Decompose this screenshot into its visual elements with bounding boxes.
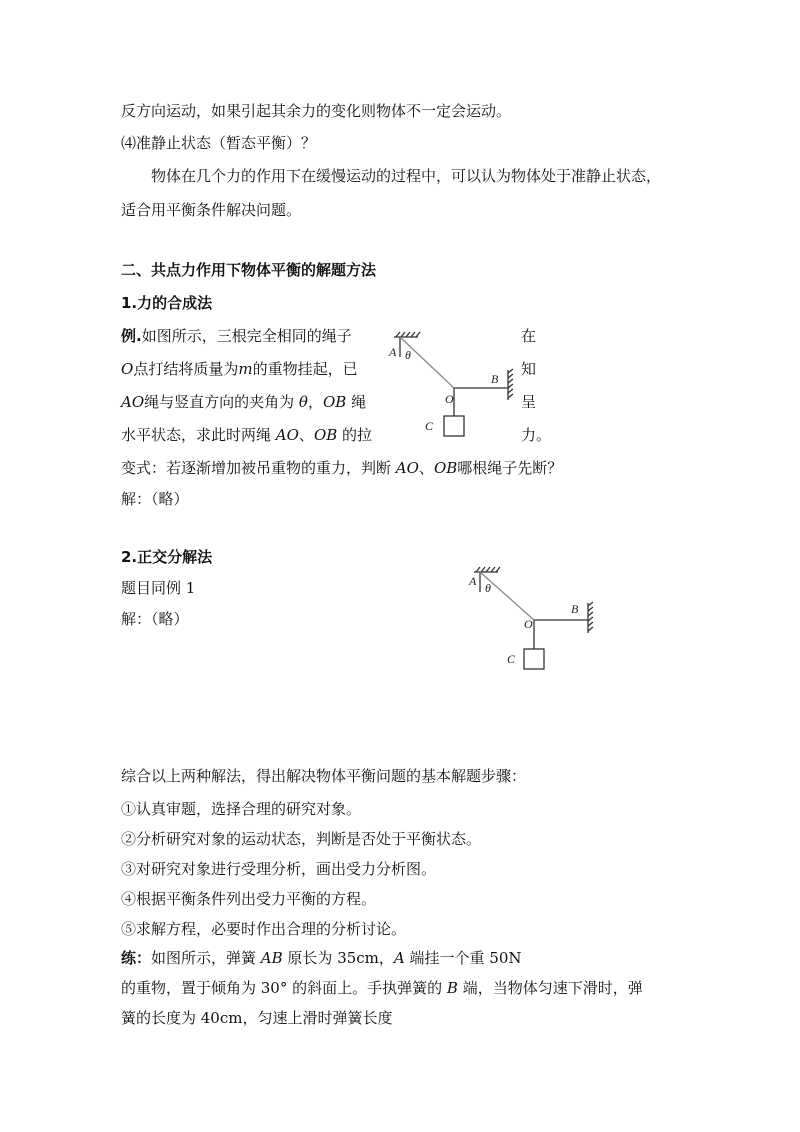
step-2: ②分析研究对象的运动状态，判断是否处于平衡状态。: [121, 830, 482, 848]
summary-intro: 综合以上两种解法，得出解决物体平衡问题的基本解题步骤：: [121, 767, 527, 785]
example-line-2: O点打结将质量为m的重物挂起，已: [121, 360, 358, 378]
label-C: C: [507, 652, 516, 666]
example-line-1: 例.如图所示，三根完全相同的绳子: [121, 327, 352, 345]
label-A: A: [389, 345, 397, 359]
method1-heading: 1.力的合成法: [121, 294, 213, 312]
paragraph-line: 反方向运动，如果引起其余力的变化则物体不一定会运动。: [121, 102, 512, 120]
example-line-3-tail: 呈: [521, 393, 537, 411]
example-line-4-tail: 力。: [521, 426, 552, 444]
variant-question: 变式：若逐渐增加被吊重物的重力，判断 AO、OB哪根绳子先断？: [121, 459, 563, 477]
step-5: ⑤求解方程，必要时作出合理的分析讨论。: [121, 920, 407, 938]
rope-diagram-2: [462, 565, 602, 677]
paragraph-line: 物体在几个力的作用下在缓慢运动的过程中，可以认为物体处于准静止状态，: [151, 167, 662, 185]
subsection-title: ⑷准静止状态（暂态平衡）？: [121, 134, 317, 152]
example-line-3: AO绳与竖直方向的夹角为 θ，OB 绳: [121, 393, 367, 411]
rope-diagram-1: [382, 330, 522, 442]
label-theta: θ: [405, 348, 411, 362]
step-4: ④根据平衡条件列出受力平衡的方程。: [121, 890, 377, 908]
practice-line-3: 簧的长度为 40cm，匀速上滑时弹簧长度: [121, 1009, 393, 1027]
step-1: ①认真审题，选择合理的研究对象。: [121, 800, 362, 818]
step-3: ③对研究对象进行受理分析，画出受力分析图。: [121, 860, 437, 878]
example-label: 例.: [121, 327, 142, 345]
label-C: C: [425, 419, 434, 433]
label-B: B: [491, 372, 499, 386]
label-O: O: [445, 392, 454, 406]
same-as-example: 题目同例 1: [121, 579, 196, 597]
label-A: A: [469, 574, 477, 588]
label-B: B: [571, 602, 579, 616]
example-line-4: 水平状态，求此时两绳 AO、OB 的拉: [121, 426, 373, 444]
example-line-1-tail: 在: [521, 327, 537, 345]
solution-line: 解：（略）: [121, 610, 189, 628]
practice-label: 练：: [121, 949, 152, 967]
method2-heading: 2.正交分解法: [121, 548, 213, 566]
paragraph-line: 适合用平衡条件解决问题。: [121, 201, 302, 219]
practice-line-1: 练：如图所示，弹簧 AB 原长为 35cm，A 端挂一个重 50N: [121, 949, 522, 967]
solution-line: 解：（略）: [121, 490, 189, 508]
example-line-2-tail: 知: [521, 360, 537, 378]
section-heading: 二、共点力作用下物体平衡的解题方法: [121, 261, 377, 279]
label-theta: θ: [485, 581, 491, 595]
practice-line-2: 的重物，置于倾角为 30° 的斜面上。手执弹簧的 B 端，当物体匀速下滑时，弹: [121, 979, 643, 997]
label-O: O: [524, 617, 533, 631]
